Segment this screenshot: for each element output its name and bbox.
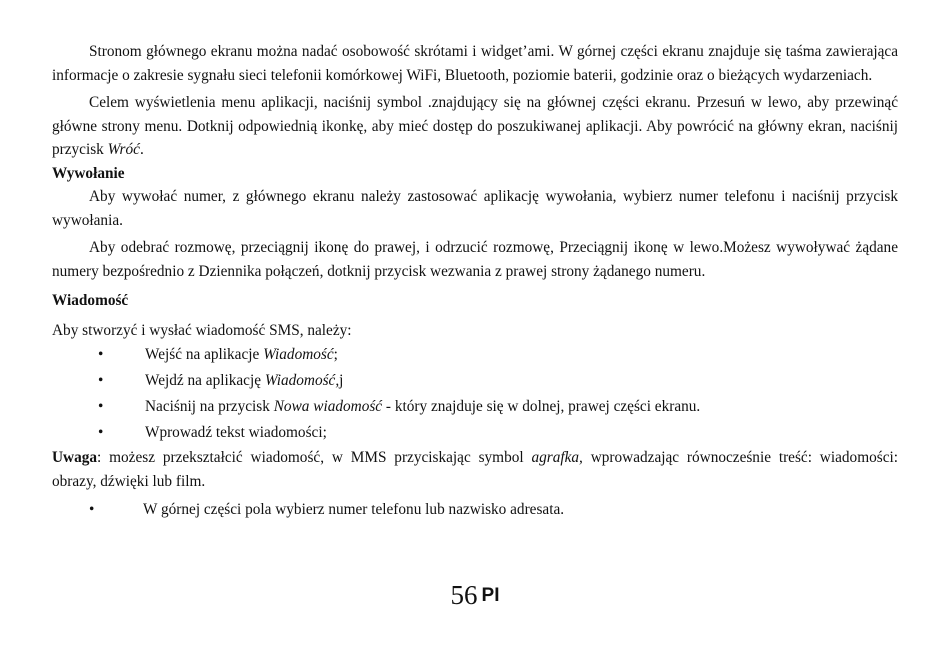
paragraph-app-menu: Celem wyświetlenia menu aplikacji, naciśnij symbol .znajdujący się na głównej części ekranu. Przesuń w lewo, aby przewinąć główne strony menu. Dotknij odpowiednią ikonkę, aby mieć dostęp do poszukiwanej aplikacji. Aby powrócić na główny ekran, naciśnij przycisk Wróć.	[52, 94, 898, 158]
mms-steps-list	[52, 497, 898, 523]
heading-message: Wiadomość	[52, 292, 129, 309]
paragraph-home-screen: Stronom głównego ekranu można nadać osobowość skrótami i widget’ami. W górnej części ekranu znajduje się taśma zawierająca informacje o zakresie sygnału sieci telefonii komórkowej WiFi, Bluetooth, poziomie baterii, godzinie oraz o bieżących wydarzeniach.	[52, 43, 898, 84]
bullet-icon: •	[98, 372, 104, 389]
page-footer	[0, 580, 950, 611]
list-item: • Wejdź na aplikację Wiadomość,j	[52, 368, 898, 394]
sms-steps-list	[52, 342, 898, 446]
page-number: 56	[450, 580, 478, 610]
bullet-icon: •	[98, 398, 104, 415]
document-page	[52, 40, 898, 523]
language-code: PI	[481, 584, 500, 606]
heading-call: Wywołanie	[52, 164, 125, 182]
note-label: Uwaga	[52, 449, 98, 466]
paragraph-make-call: Aby wywołać numer, z głównego ekranu należy zastosować aplikację wywołania, wybierz numer telefonu i naciśnij przycisk wywołania.	[52, 188, 898, 229]
list-item: • W górnej części pola wybierz numer telefonu lub nazwisko adresata.	[52, 497, 898, 523]
bullet-icon: •	[89, 501, 95, 518]
paragraph-note: Uwaga: możesz przekształcić wiadomość, w MMS przyciskając symbol agrafka, wprowadzając równocześnie treść: wiadomości: obrazy, dźwięki lub film.	[52, 449, 898, 490]
list-item: • Naciśnij na przycisk Nowa wiadomość - który znajduje się w dolnej, prawej części ekranu.	[52, 394, 898, 420]
back-button-term: Wróć	[107, 141, 140, 158]
bullet-icon: •	[98, 424, 104, 441]
bullet-icon: •	[98, 346, 104, 363]
paragraph-sms-intro: Aby stworzyć i wysłać wiadomość SMS, należy:	[52, 321, 352, 339]
list-item: • Wprowadź tekst wiadomości;	[52, 420, 898, 446]
list-item: • Wejść na aplikacje Wiadomość;	[52, 342, 898, 368]
paragraph-answer-call: Aby odebrać rozmowę, przeciągnij ikonę do prawej, i odrzucić rozmowę, Przeciągnij ikonę w lewo.Możesz wywoływać żądane numery bezpośrednio z Dziennika połączeń, dotknij przycisk wezwania z prawej strony żądanego numeru.	[52, 239, 898, 280]
